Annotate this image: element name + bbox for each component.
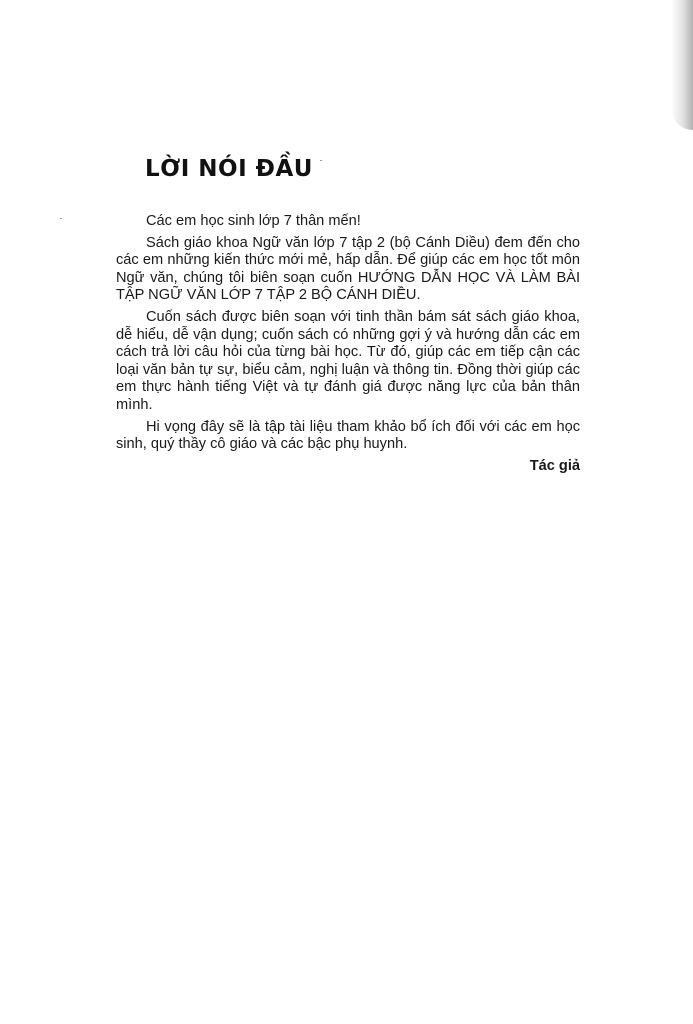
scan-speck bbox=[320, 160, 322, 161]
paragraph-greeting: Các em học sinh lớp 7 thân mến! bbox=[146, 213, 361, 229]
document-body bbox=[116, 213, 580, 479]
paragraph-closing: Hi vọng đây sẽ là tập tài liệu tham khảo bổ ích đối với các em học sinh, quý thầy cô giáo và các bậc phụ huynh. bbox=[116, 418, 580, 453]
page-edge-shadow bbox=[671, 0, 693, 130]
paragraph-purpose: Cuốn sách được biên soạn với tinh thần bám sát sách giáo khoa, dễ hiểu, dễ vận dụng; cuốn sách có những gợi ý và hướng dẫn các em cách trả lời câu hỏi của từng bài học. Từ đó, giúp các em tiếp cận các loại văn bản tự sự, biểu cảm, nghị luận và thông tin. Đồng thời giúp các em thực hành tiếng Việt và tự đánh giá được năng lực của bản thân mình. bbox=[116, 308, 580, 413]
signature: Tác giả bbox=[529, 457, 580, 474]
scan-speck bbox=[60, 218, 62, 219]
paragraph-intro: Sách giáo khoa Ngữ văn lớp 7 tập 2 (bộ Cánh Diều) đem đến cho các em những kiến thức mới mẻ, hấp dẫn. Để giúp các em học tốt môn Ngữ văn, chúng tôi biên soạn cuốn HƯỚNG DẪN HỌC VÀ LÀM BÀI TẬP NGỮ VĂN LỚP 7 TẬP 2 BỘ CÁNH DIỀU. bbox=[116, 234, 580, 304]
page-title: LỜI NÓI ĐẦU bbox=[145, 156, 313, 182]
